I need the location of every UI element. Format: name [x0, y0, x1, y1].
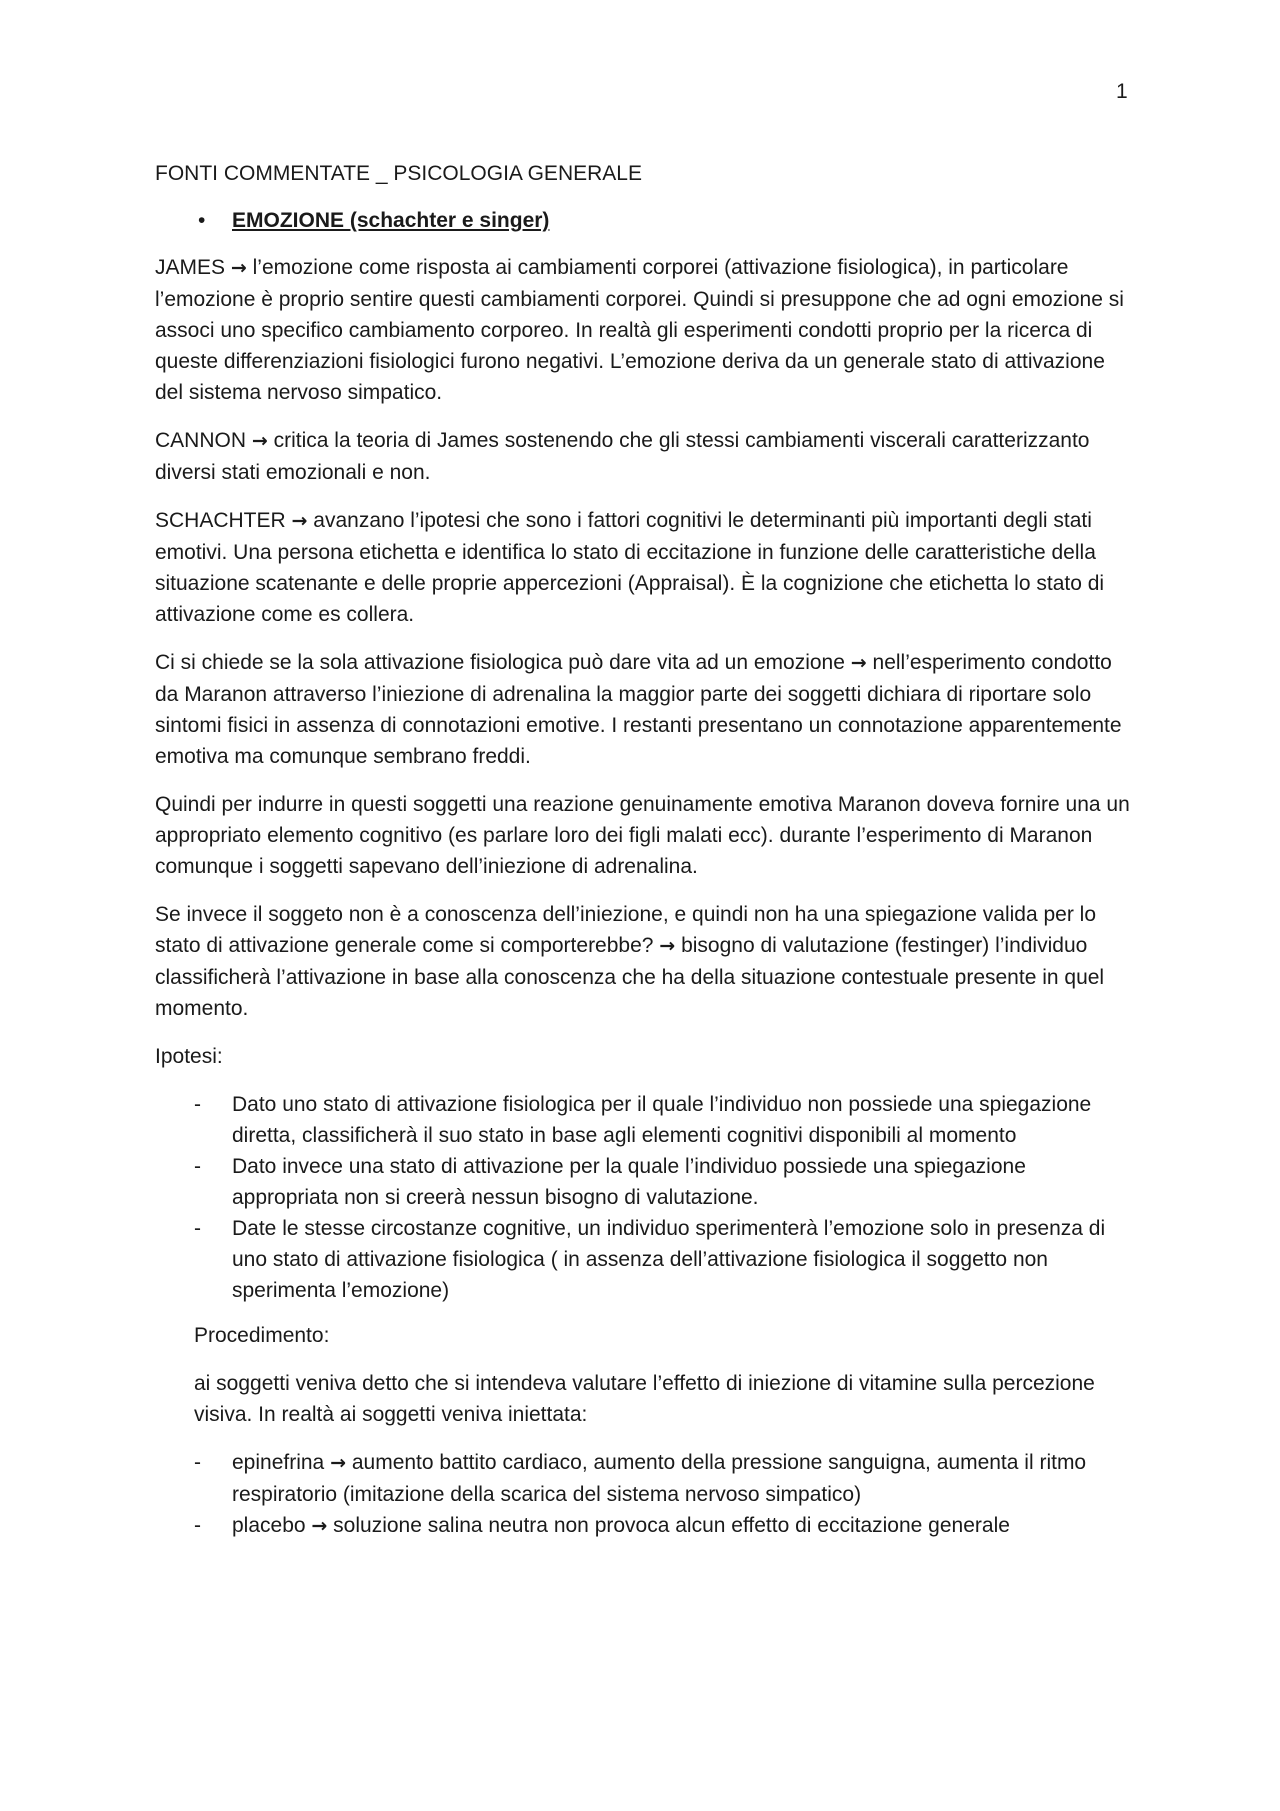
list-item-text: Dato uno stato di attivazione fisiologica per il quale l’individuo non possiede una spiegazione diretta, classificherà il suo stato in base agli elementi cognitivi disponibili al momento: [232, 1093, 1092, 1147]
injection-label: epinefrina: [232, 1451, 325, 1474]
ipotesi-list: [155, 1089, 1135, 1306]
arrow-right-icon: →: [659, 935, 676, 957]
list-item: [194, 1151, 1135, 1213]
paragraph-quindi: Quindi per indurre in questi soggetti una reazione genuinamente emotiva Maranon doveva fornire una un appropriato elemento cognitivo (es parlare loro dei figli malati ecc). durante l’esperimento di Maranon comunque i soggetti sapevano dell’iniezione di adrenalina.: [155, 793, 1130, 878]
text-maranon-question: Ci si chiede se la sola attivazione fisiologica può dare vita ad un emozione: [155, 651, 845, 674]
text-james: l’emozione come risposta ai cambiamenti corporei (attivazione fisiologica), in particolare l’emozione è proprio sentire questi cambiamenti corporei. Quindi si presuppone che ad ogni emozione si associ uno specifico cambiamento corporeo. In realtà gli esperimenti condotti proprio per la ricerca di queste differenziazioni fisiologici furono negativi. L’emozione deriva da un generale stato di attivazione del sistema nervoso simpatico.: [155, 256, 1124, 404]
dash-marker: -: [194, 1093, 201, 1116]
bullet-icon: •: [198, 209, 206, 232]
dash-marker: -: [194, 1217, 201, 1240]
paragraph-schachter: [155, 505, 1135, 630]
label-james: JAMES: [155, 256, 226, 279]
injection-list: [155, 1447, 1135, 1542]
list-item: [194, 1510, 1135, 1542]
paragraph-se-invece: [155, 899, 1135, 1024]
text-schachter: avanzano l’ipotesi che sono i fattori cognitivi le determinanti più importanti degli stati emotivi. Una persona etichetta e identifica lo stato di eccitazione in funzione delle caratteristiche della situazione scatenante e delle proprie appercezioni (Appraisal). È la cognizione che etichetta lo stato di attivazione come es collera.: [155, 509, 1105, 626]
paragraph-james: [155, 252, 1135, 408]
arrow-right-icon: →: [251, 430, 268, 452]
paragraph-cannon: [155, 425, 1135, 488]
section-heading: [155, 205, 1135, 236]
procedimento-label: Procedimento:: [194, 1324, 330, 1347]
list-item: [194, 1089, 1135, 1151]
document-title: FONTI COMMENTATE _ PSICOLOGIA GENERALE: [155, 162, 642, 185]
label-cannon: CANNON: [155, 429, 247, 452]
section-heading-text: EMOZIONE (schachter e singer): [232, 209, 550, 232]
document-body: [155, 158, 1135, 1556]
dash-marker: -: [194, 1514, 201, 1537]
list-item-text: Dato invece una stato di attivazione per la quale l’individuo possiede una spiegazione appropriata non si creerà nessun bisogno di valutazione.: [232, 1155, 1026, 1209]
dash-marker: -: [194, 1451, 201, 1474]
arrow-right-icon: →: [330, 1452, 346, 1474]
paragraph-maranon: [155, 647, 1135, 772]
list-item: [194, 1213, 1135, 1306]
injection-text: soluzione salina neutra non provoca alcun effetto di eccitazione generale: [333, 1514, 1010, 1537]
text-se-invece-question: Se invece il soggeto non è a conoscenza dell’iniezione, e quindi non ha una spiegazione valida per lo stato di attivazione generale come si comporterebbe?: [155, 903, 1097, 957]
list-item: [194, 1447, 1135, 1510]
page-number: 1: [1116, 80, 1128, 103]
label-schachter: SCHACHTER: [155, 509, 286, 532]
arrow-right-icon: →: [230, 257, 247, 279]
arrow-right-icon: →: [311, 1515, 328, 1537]
arrow-right-icon: →: [850, 652, 867, 674]
procedimento-text: ai soggetti veniva detto che si intendeva valutare l’effetto di iniezione di vitamine sulla percezione visiva. In realtà ai soggetti veniva iniettata:: [194, 1372, 1095, 1426]
list-item-text: Date le stesse circostanze cognitive, un individuo sperimenterà l’emozione solo in presenza di uno stato di attivazione fisiologica ( in assenza dell’attivazione fisiologica il soggetto non sperimenta l’emozione): [232, 1217, 1106, 1302]
dash-marker: -: [194, 1155, 201, 1178]
arrow-right-icon: →: [291, 510, 308, 532]
text-maranon-experiment: nell’esperimento condotto da Maranon attraverso l’iniezione di adrenalina la maggior parte dei soggetti dichiara di riportare solo sintomi fisici in assenza di connotazioni emotive. I restanti presentano un connotazione apparentemente emotiva ma comunque sembrano freddi.: [155, 651, 1122, 768]
text-se-invece-answer: bisogno di valutazione (festinger) l’individuo classificherà l’attivazione in base alla conoscenza che ha della situazione contestuale presente in quel momento.: [155, 934, 1105, 1020]
ipotesi-label: Ipotesi:: [155, 1045, 223, 1068]
injection-text: aumento battito cardiaco, aumento della pressione sanguigna, aumenta il ritmo respiratorio (imitazione della scarica del sistema nervoso simpatico): [232, 1451, 1087, 1506]
injection-label: placebo: [232, 1514, 306, 1537]
text-cannon: critica la teoria di James sostenendo che gli stessi cambiamenti viscerali caratterizzanto diversi stati emozionali e non.: [155, 429, 1090, 484]
